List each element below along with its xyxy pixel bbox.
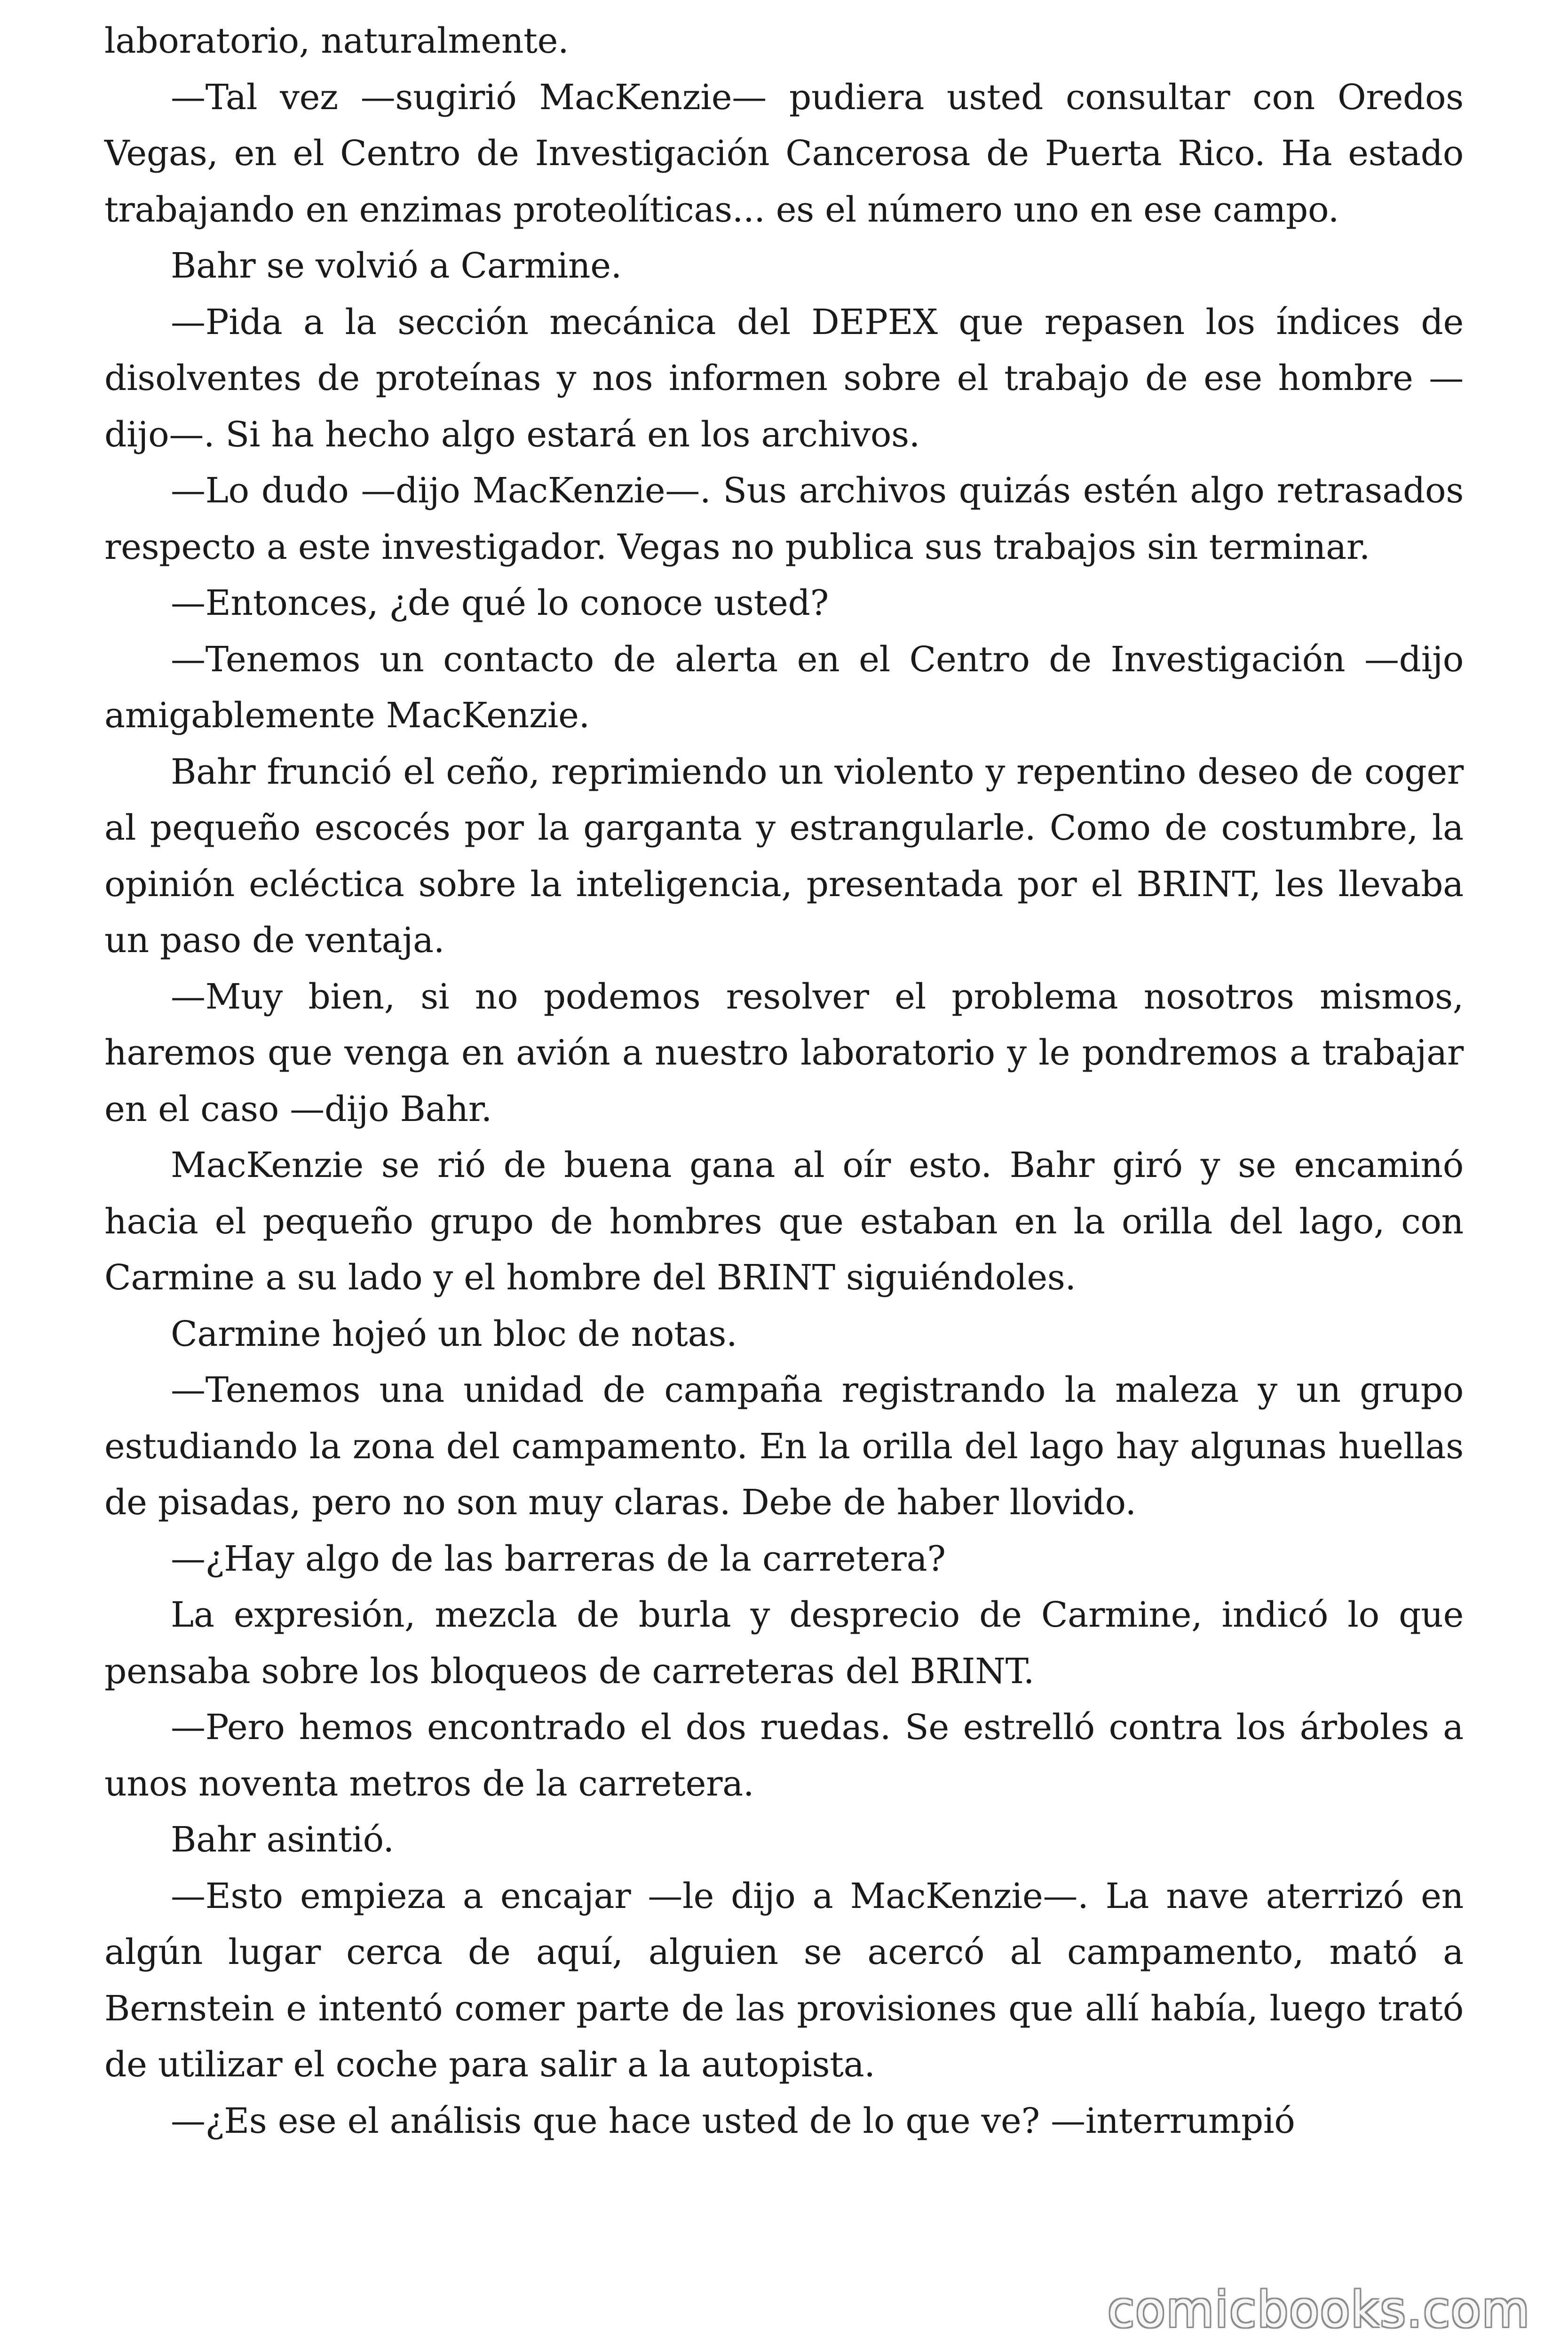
paragraph: —Entonces, ¿de qué lo conoce usted? xyxy=(171,583,829,623)
paragraph: —Tenemos una unidad de campaña registrando la maleza y un grupo estudiando la zona del campamento. En la orilla del lago hay algunas huellas de pisadas, pero no son muy claras. Debe de haber llovido. xyxy=(104,1370,1464,1523)
paragraph: —Lo dudo —dijo MacKenzie—. Sus archivos quizás estén algo retrasados respecto a este investigador. Vegas no publica sus trabajos sin terminar. xyxy=(104,470,1464,567)
paragraph: —Tal vez —sugirió MacKenzie— pudiera usted consultar con Oredos Vegas, en el Centro de Investigación Cancerosa de Puerta Rico. Ha estado trabajando en enzimas proteolíticas... es el número uno en ese campo. xyxy=(104,77,1464,230)
paragraph: —¿Hay algo de las barreras de la carretera? xyxy=(171,1538,946,1579)
paragraph: —Pida a la sección mecánica del DEPEX que repasen los índices de disolventes de proteínas y nos informen sobre el trabajo de ese hombre —dijo—. Si ha hecho algo estará en los archivos. xyxy=(104,302,1464,455)
paragraph: Carmine hojeó un bloc de notas. xyxy=(171,1313,737,1354)
paragraph: Bahr asintió. xyxy=(171,1820,394,1860)
paragraph: La expresión, mezcla de burla y desprecio de Carmine, indicó lo que pensaba sobre los bloqueos de carreteras del BRINT. xyxy=(104,1595,1464,1692)
paragraph: —Esto empieza a encajar —le dijo a MacKenzie—. La nave aterrizó en algún lugar cerca de aquí, alguien se acercó al campamento, mató a Bernstein e intentó comer parte de las provisiones que allí había, luego trató de utilizar el coche para salir a la autopista. xyxy=(104,1875,1464,2085)
paragraph: —Muy bien, si no podemos resolver el problema nosotros mismos, haremos que venga en avión a nuestro laboratorio y le pondremos a trabajar en el caso —dijo Bahr. xyxy=(104,976,1464,1129)
paragraph: Bahr se volvió a Carmine. xyxy=(171,246,622,286)
watermark: comicbooks.com xyxy=(1107,2281,1530,2338)
paragraph: MacKenzie se rió de buena gana al oír esto. Bahr giró y se encaminó hacia el pequeño grupo de hombres que estaban en la orilla del lago, con Carmine a su lado y el hombre del BRINT siguiéndoles. xyxy=(104,1145,1464,1298)
paragraph: —Pero hemos encontrado el dos ruedas. Se estrelló contra los árboles a unos noventa metros de la carretera. xyxy=(104,1707,1464,1804)
paragraph: —¿Es ese el análisis que hace usted de lo que ve? —interrumpió xyxy=(171,2100,1295,2141)
paragraph: Bahr frunció el ceño, reprimiendo un violento y repentino deseo de coger al pequeño escocés por la garganta y estrangularle. Como de costumbre, la opinión ecléctica sobre la inteligencia, presentada por el BRINT, les llevaba un paso de ventaja. xyxy=(104,751,1464,961)
paragraph: —Tenemos un contacto de alerta en el Centro de Investigación —dijo amigablemente MacKenzie. xyxy=(104,639,1464,736)
body-text xyxy=(104,13,1464,2149)
paragraph: laboratorio, naturalmente. xyxy=(104,21,569,61)
